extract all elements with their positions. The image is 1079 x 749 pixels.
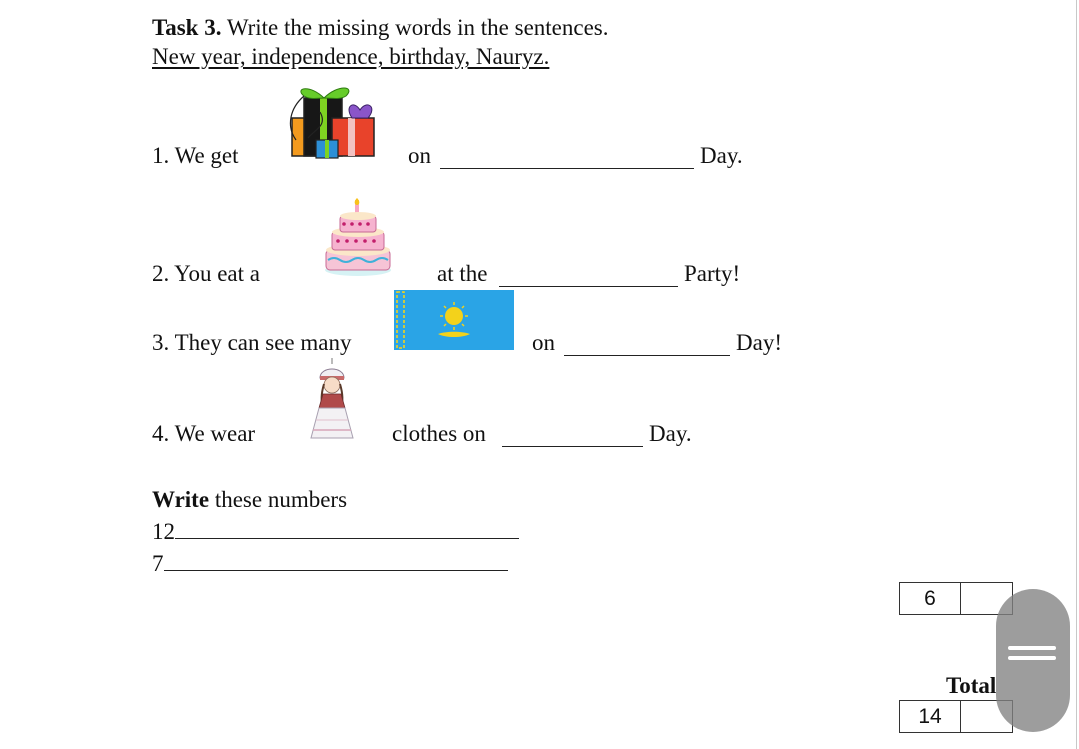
gift-boxes-image	[280, 82, 386, 166]
sentence-4-end: Day.	[649, 421, 692, 446]
sentence-3-start: 3. They can see many	[152, 330, 352, 355]
task-score-box	[899, 582, 1013, 615]
kazakh-girl-costume-image	[307, 358, 357, 442]
sentence-4-start: 4. We wear	[152, 421, 256, 446]
kazakhstan-flag-image	[394, 290, 514, 350]
birthday-cake-image	[322, 198, 394, 278]
number-12-answer-blank[interactable]	[175, 518, 519, 539]
sentence-1-middle: on	[408, 143, 431, 168]
sentence-3-answer-blank[interactable]	[564, 335, 730, 356]
sentence-1-end: Day.	[700, 143, 743, 168]
total-max-points: 14	[900, 701, 961, 732]
sentence-2-answer-blank[interactable]	[499, 266, 678, 287]
total-score-box	[899, 700, 1013, 733]
handle-grip-line-icon	[1008, 656, 1056, 660]
sentence-2-middle: at the	[437, 261, 488, 286]
number-7-answer-blank[interactable]	[164, 550, 508, 571]
handle-grip-line-icon	[1008, 646, 1056, 650]
sentence-4-middle: clothes on	[392, 421, 486, 446]
sentence-3-middle: on	[532, 330, 555, 355]
number-item: 12	[152, 518, 519, 546]
task-max-points: 6	[900, 583, 961, 614]
total-label: Total	[946, 673, 997, 698]
sentence-3-end: Day!	[736, 330, 782, 355]
sentence-2-end: Party!	[684, 261, 741, 286]
word-bank: New year, independence, birthday, Nauryz.	[152, 44, 550, 69]
scroll-drag-handle[interactable]	[996, 589, 1070, 732]
number-item: 7	[152, 550, 508, 578]
sentence-2-start: 2. You eat a	[152, 261, 260, 286]
sentence-4-answer-blank[interactable]	[502, 426, 643, 447]
page-edge-line	[1076, 0, 1077, 749]
numbers-heading: Write these numbers	[152, 487, 348, 512]
task-heading: Task 3. Write the missing words in the sentences.	[152, 15, 609, 40]
sentence-1-answer-blank[interactable]	[440, 148, 694, 169]
sentence-1-start: 1. We get	[152, 143, 239, 168]
